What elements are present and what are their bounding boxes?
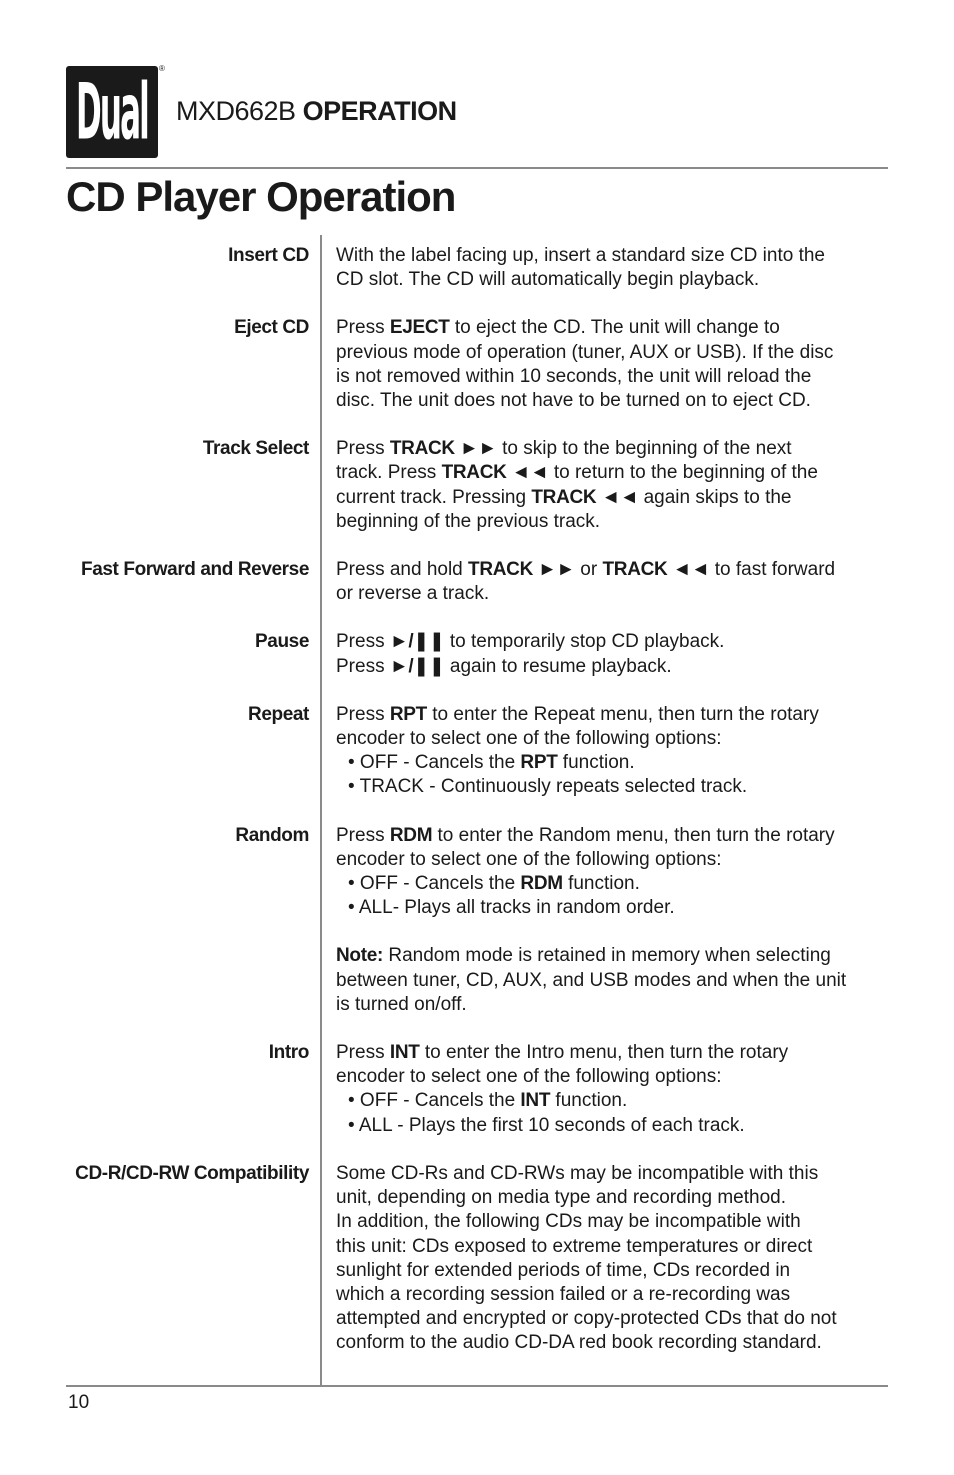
text-line bbox=[336, 558, 886, 582]
text-run: Press bbox=[336, 703, 390, 725]
text-line: encoder to select one of the following options: bbox=[336, 728, 722, 750]
text-run: Press bbox=[336, 317, 390, 339]
header-title bbox=[176, 96, 457, 127]
text-run: function. bbox=[550, 1090, 628, 1112]
section-body bbox=[336, 630, 886, 678]
spacer bbox=[336, 920, 886, 944]
text-run: to return to the beginning of the bbox=[548, 462, 818, 484]
page-title: CD Player Operation bbox=[66, 173, 456, 220]
text-run: Press bbox=[336, 438, 390, 460]
text-line bbox=[336, 437, 886, 461]
bullet-line: • ALL- Plays all tracks in random order. bbox=[348, 897, 675, 919]
text-run: again to resume playback. bbox=[444, 655, 672, 677]
text-line: encoder to select one of the following options: bbox=[336, 1066, 722, 1088]
content bbox=[0, 244, 954, 1380]
note-line: between tuner, CD, AUX, and USB modes and when the unit bbox=[336, 969, 847, 991]
button-name: RDM bbox=[389, 824, 433, 846]
text-line: is not removed within 10 seconds, the unit will reload the bbox=[336, 365, 812, 387]
logo-text: Dual bbox=[76, 67, 148, 157]
button-name: RDM bbox=[520, 873, 563, 895]
note-label: Note: bbox=[336, 945, 384, 967]
text-run: • OFF - Cancels the bbox=[348, 752, 521, 774]
section-insert-cd bbox=[0, 244, 954, 292]
operation-label: OPERATION bbox=[302, 96, 457, 126]
section-label: Fast Forward and Reverse bbox=[81, 559, 309, 581]
section-body bbox=[336, 703, 886, 800]
text-line bbox=[336, 824, 886, 848]
text-run: Press bbox=[336, 1042, 390, 1064]
section-label: Intro bbox=[268, 1042, 309, 1064]
text-run: to enter the Repeat menu, then turn the rotary bbox=[426, 703, 819, 725]
button-name: TRACK ►► bbox=[389, 438, 497, 460]
bullet-line bbox=[336, 872, 886, 896]
section-label: Random bbox=[235, 824, 309, 846]
note-line: is turned on/off. bbox=[336, 993, 467, 1015]
section-fast-forward bbox=[0, 558, 954, 606]
section-body bbox=[336, 824, 886, 1017]
text-line: CD slot. The CD will automatically begin playback. bbox=[336, 269, 760, 291]
button-name: TRACK ◄◄ bbox=[602, 559, 710, 581]
page-number: 10 bbox=[68, 1392, 90, 1413]
section-body bbox=[336, 1041, 886, 1138]
text-line bbox=[336, 1041, 886, 1065]
button-name: TRACK ◄◄ bbox=[531, 486, 639, 508]
section-body bbox=[336, 244, 886, 292]
bullet-line bbox=[336, 1089, 886, 1113]
text-line: sunlight for extended periods of time, CDs recorded in bbox=[336, 1259, 791, 1281]
section-label: Insert CD bbox=[228, 245, 309, 266]
text-line: attempted and encrypted or copy-protected CDs that do not bbox=[336, 1308, 837, 1330]
text-line bbox=[336, 316, 886, 340]
text-run: again skips to the bbox=[638, 486, 792, 508]
section-body bbox=[336, 558, 886, 606]
text-run: or bbox=[575, 559, 603, 581]
text-line bbox=[336, 461, 886, 485]
dual-logo bbox=[66, 66, 158, 158]
text-line: this unit: CDs exposed to extreme temperatures or direct bbox=[336, 1235, 813, 1257]
text-line: beginning of the previous track. bbox=[336, 510, 601, 532]
section-repeat bbox=[0, 703, 954, 800]
text-line: conform to the audio CD-DA red book recording standard. bbox=[336, 1332, 822, 1354]
section-eject-cd bbox=[0, 316, 954, 413]
text-line bbox=[336, 655, 886, 679]
section-label: Pause bbox=[255, 631, 309, 653]
section-intro bbox=[0, 1041, 954, 1138]
section-label: Repeat bbox=[248, 703, 309, 725]
text-line bbox=[336, 703, 886, 727]
text-line bbox=[336, 486, 886, 510]
play-pause-symbol: ►/❚❚ bbox=[389, 631, 445, 653]
text-run: to enter the Random menu, then turn the rotary bbox=[432, 824, 835, 846]
text-run: current track. Pressing bbox=[336, 486, 532, 508]
button-name: TRACK ◄◄ bbox=[441, 462, 549, 484]
section-label: Eject CD bbox=[234, 317, 309, 339]
section-random bbox=[0, 824, 954, 1017]
text-run: to fast forward bbox=[709, 559, 836, 581]
registered-mark: ® bbox=[159, 64, 165, 73]
section-label: CD-R/CD-RW Compatibility bbox=[75, 1162, 309, 1184]
text-line: encoder to select one of the following options: bbox=[336, 848, 722, 870]
text-line: With the label facing up, insert a standard size CD into the bbox=[336, 245, 825, 266]
section-body bbox=[336, 1162, 886, 1356]
model-name: MXD662B bbox=[176, 96, 296, 126]
text-run: to skip to the beginning of the next bbox=[496, 438, 792, 460]
text-line: previous mode of operation (tuner, AUX or USB). If the disc bbox=[336, 341, 834, 363]
text-run: track. Press bbox=[336, 462, 442, 484]
text-line: unit, depending on media type and recording method. bbox=[336, 1187, 786, 1209]
bullet-line: • TRACK - Continuously repeats selected track. bbox=[348, 776, 748, 798]
text-line bbox=[336, 630, 886, 654]
button-name: INT bbox=[389, 1042, 420, 1064]
note-line bbox=[336, 944, 886, 968]
button-name: RPT bbox=[389, 703, 427, 725]
text-line: or reverse a track. bbox=[336, 583, 490, 605]
text-line: which a recording session failed or a re-recording was bbox=[336, 1283, 791, 1305]
text-line: disc. The unit does not have to be turned on to eject CD. bbox=[336, 390, 811, 412]
bullet-line: • ALL - Plays the first 10 seconds of each track. bbox=[348, 1114, 745, 1136]
section-track-select bbox=[0, 437, 954, 534]
text-run: Press bbox=[336, 824, 390, 846]
section-pause bbox=[0, 630, 954, 678]
play-pause-symbol: ►/❚❚ bbox=[389, 655, 445, 677]
section-label: Track Select bbox=[202, 438, 309, 460]
section-body bbox=[336, 437, 886, 534]
text-run: to temporarily stop CD playback. bbox=[444, 631, 725, 653]
text-run: to enter the Intro menu, then turn the rotary bbox=[419, 1042, 789, 1064]
bottom-rule bbox=[66, 1385, 888, 1387]
text-run: • OFF - Cancels the bbox=[348, 873, 521, 895]
top-rule bbox=[66, 167, 888, 169]
text-run: function. bbox=[562, 873, 640, 895]
bullet-line bbox=[336, 751, 886, 775]
text-run: function. bbox=[557, 752, 635, 774]
text-run: Random mode is retained in memory when selecting bbox=[383, 945, 831, 967]
button-name: INT bbox=[520, 1090, 551, 1112]
button-name: TRACK ►► bbox=[468, 559, 576, 581]
text-run: • OFF - Cancels the bbox=[348, 1090, 521, 1112]
text-line: Some CD-Rs and CD-RWs may be incompatible with this bbox=[336, 1162, 819, 1184]
text-run: Press and hold bbox=[336, 559, 469, 581]
button-name: EJECT bbox=[389, 317, 450, 339]
button-name: RPT bbox=[520, 752, 558, 774]
text-run: Press bbox=[336, 631, 390, 653]
section-body bbox=[336, 316, 886, 413]
text-line: In addition, the following CDs may be incompatible with bbox=[336, 1211, 801, 1233]
text-run: Press bbox=[336, 655, 390, 677]
section-compatibility bbox=[0, 1162, 954, 1356]
text-run: to eject the CD. The unit will change to bbox=[449, 317, 780, 339]
